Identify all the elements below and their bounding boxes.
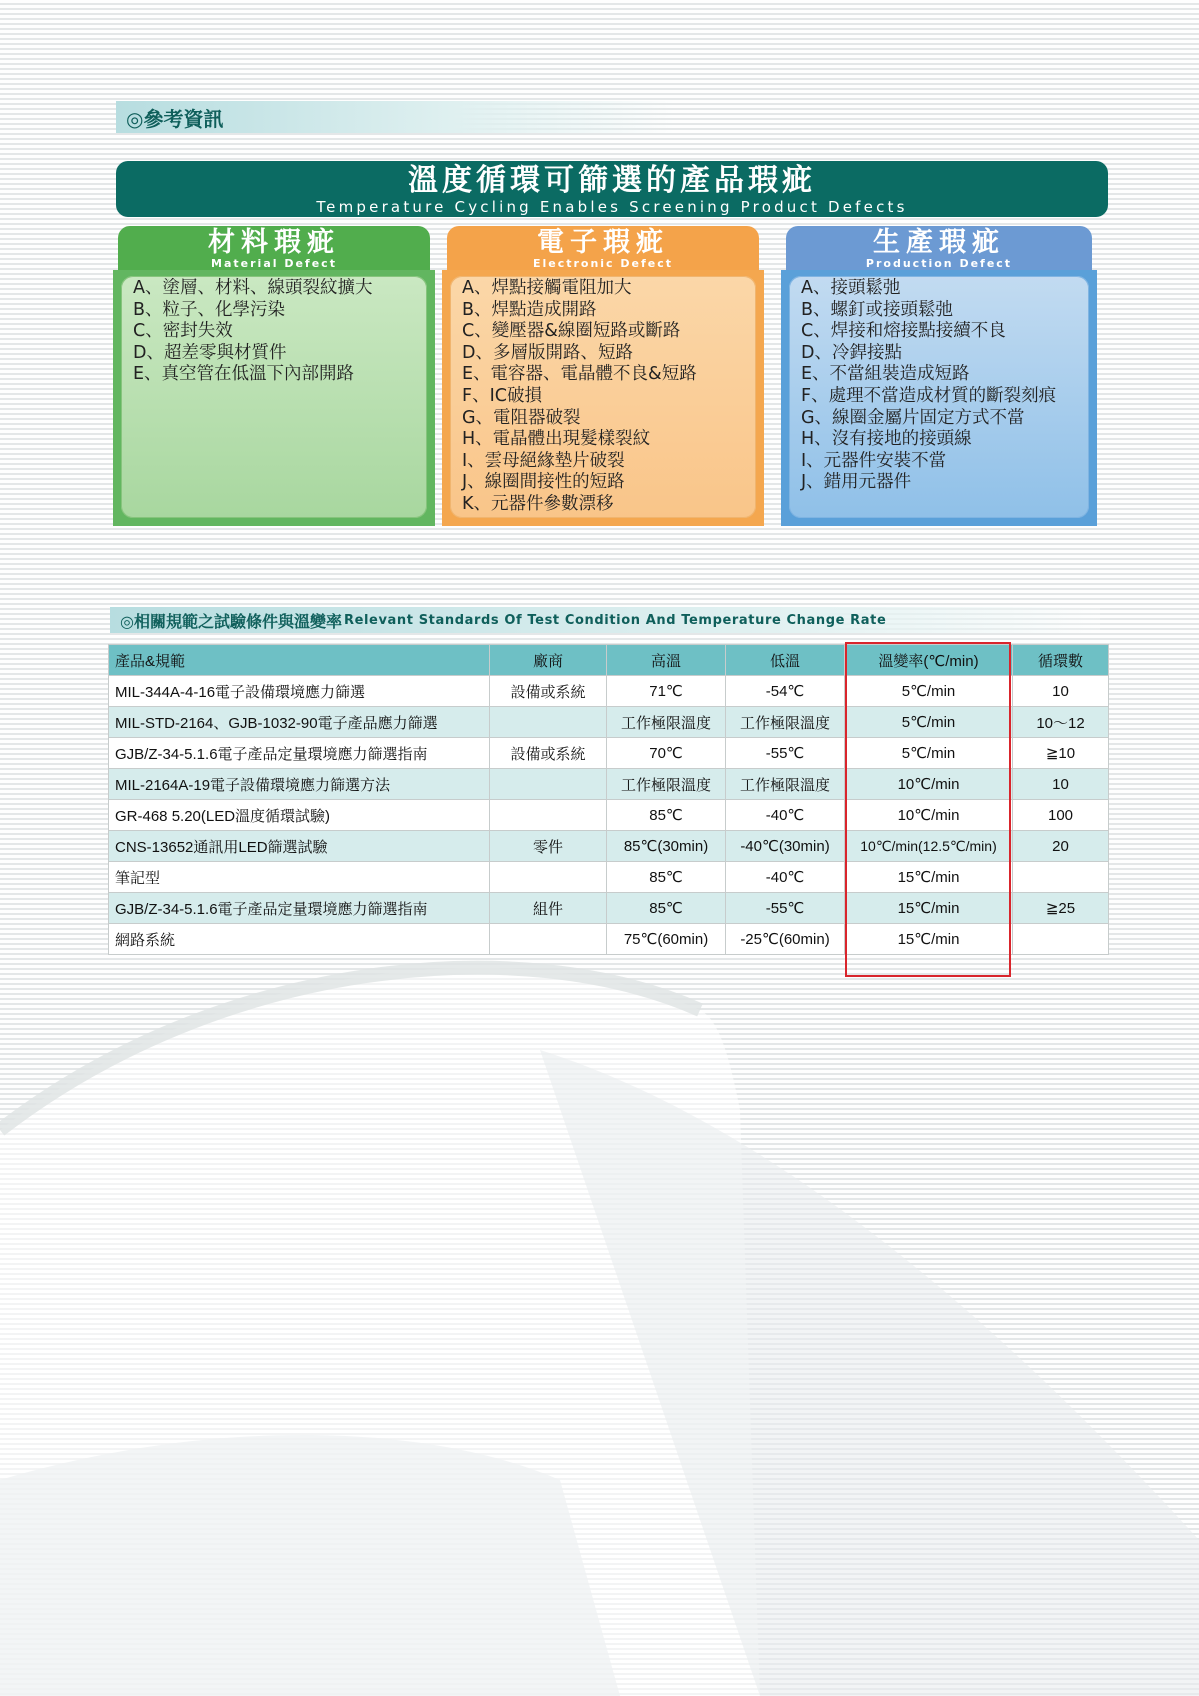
list-item: A、焊點接觸電阻加大: [462, 278, 632, 298]
list-item: A、接頭鬆弛: [801, 278, 901, 298]
material-defect-panel: [118, 226, 430, 526]
material-defect-body: [113, 270, 435, 526]
cell-cycles: 20: [1013, 831, 1109, 862]
cell-high-temp: 85℃: [607, 862, 726, 893]
cell-vendor: [490, 769, 607, 800]
cell-product: MIL-2164A-19電子設備環境應力篩選方法: [109, 769, 490, 800]
cell-low-temp: -54℃: [726, 676, 845, 707]
cell-high-temp: 71℃: [607, 676, 726, 707]
table-row: [109, 676, 1109, 707]
cell-low-temp: -25℃(60min): [726, 924, 845, 955]
cell-rate: 5℃/min: [845, 707, 1013, 738]
reference-section-header: [116, 101, 676, 133]
material-defect-list: [133, 278, 423, 386]
cell-low-temp: 工作極限溫度: [726, 769, 845, 800]
table-row: [109, 831, 1109, 862]
cell-cycles: [1013, 862, 1109, 893]
list-item: I、雲母絕緣墊片破裂: [462, 450, 625, 471]
list-item: C、密封失效: [133, 321, 233, 342]
cell-cycles: ≧25: [1013, 893, 1109, 924]
list-item: D、超差零與材質件: [133, 342, 287, 363]
defects-banner: [116, 161, 1108, 217]
standards-table: [108, 644, 1109, 955]
cell-cycles: 10: [1013, 769, 1109, 800]
production-defect-title: 生產瑕疵: [873, 227, 1005, 258]
cell-product: MIL-344A-4-16電子設備環境應力篩選: [109, 676, 490, 707]
production-defect-panel: [786, 226, 1092, 526]
cell-cycles: 100: [1013, 800, 1109, 831]
cell-high-temp: 85℃: [607, 893, 726, 924]
standards-section-title: ◎相關規範之試驗條件與溫變率: [120, 611, 342, 631]
list-item: J、線圈間接性的短路: [462, 472, 625, 493]
material-defect-header: [118, 226, 430, 270]
cell-rate: 10℃/min: [845, 800, 1013, 831]
table-row: [109, 862, 1109, 893]
cell-low-temp: -40℃: [726, 862, 845, 893]
cell-vendor: [490, 707, 607, 738]
cell-low-temp: 工作極限溫度: [726, 707, 845, 738]
cell-low-temp: -55℃: [726, 738, 845, 769]
column-header-high-temp: 高溫: [607, 645, 726, 676]
material-defect-title: 材料瑕疵: [208, 227, 340, 258]
list-item: B、焊點造成開路: [462, 299, 597, 320]
column-header-vendor: 廠商: [490, 645, 607, 676]
defects-subtitle: Temperature Cycling Enables Screening Product Defects: [316, 198, 908, 216]
standards-section-header: [110, 607, 1100, 633]
cell-cycles: 10: [1013, 676, 1109, 707]
table-header-row: [109, 645, 1109, 676]
list-item: G、電阻器破裂: [462, 407, 581, 428]
cell-vendor: 設備或系統: [490, 676, 607, 707]
list-item: E、真空管在低溫下內部開路: [133, 364, 355, 385]
cell-cycles: 10～12: [1013, 707, 1109, 738]
cell-high-temp: 工作極限溫度: [607, 769, 726, 800]
list-item: D、冷銲接點: [801, 342, 902, 363]
list-item: F、處理不當造成材質的斷裂刻痕: [801, 385, 1057, 406]
list-item: E、電容器、電晶體不良&短路: [462, 364, 697, 385]
cell-low-temp: -40℃(30min): [726, 831, 845, 862]
cell-product: CNS-13652通訊用LED篩選試驗: [109, 831, 490, 862]
cell-rate: 15℃/min: [845, 924, 1013, 955]
cell-cycles: [1013, 924, 1109, 955]
production-defect-list: [801, 278, 1085, 494]
cell-high-temp: 工作極限溫度: [607, 707, 726, 738]
electronic-defect-subtitle: Electronic Defect: [532, 257, 674, 270]
column-header-low-temp: 低溫: [726, 645, 845, 676]
cell-vendor: [490, 862, 607, 893]
cell-rate: 10℃/min(12.5℃/min): [845, 831, 1013, 862]
list-item: H、沒有接地的接頭線: [801, 429, 972, 450]
material-defect-subtitle: Material Defect: [211, 257, 337, 270]
list-item: I、元器件安裝不當: [801, 450, 947, 471]
cell-low-temp: -55℃: [726, 893, 845, 924]
cell-product: MIL-STD-2164、GJB-1032-90電子產品應力篩選: [109, 707, 490, 738]
cell-vendor: 組件: [490, 893, 607, 924]
list-item: G、線圈金屬片固定方式不當: [801, 407, 1025, 428]
column-header-cycles: 循環數: [1013, 645, 1109, 676]
table-row: [109, 924, 1109, 955]
electronic-defect-title: 電子瑕疵: [537, 227, 669, 258]
defects-title: 溫度循環可篩選的產品瑕疵: [408, 163, 816, 198]
production-defect-subtitle: Production Defect: [865, 257, 1013, 270]
list-item: J、錯用元器件: [801, 472, 912, 493]
cell-high-temp: 70℃: [607, 738, 726, 769]
electronic-defect-body: [442, 270, 764, 526]
cell-product: 網路系統: [109, 924, 490, 955]
cell-vendor: 設備或系統: [490, 738, 607, 769]
cell-vendor: [490, 800, 607, 831]
cell-rate: 15℃/min: [845, 893, 1013, 924]
cell-high-temp: 75℃(60min): [607, 924, 726, 955]
list-item: E、不當組裝造成短路: [801, 364, 970, 385]
list-item: B、粒子、化學污染: [133, 299, 286, 320]
list-item: A、塗層、材料、線頭裂紋擴大: [133, 278, 373, 298]
list-item: B、螺釘或接頭鬆弛: [801, 299, 954, 320]
cell-low-temp: -40℃: [726, 800, 845, 831]
cell-high-temp: 85℃: [607, 800, 726, 831]
table-row: [109, 800, 1109, 831]
cell-vendor: [490, 924, 607, 955]
production-defect-header: [786, 226, 1092, 270]
electronic-defect-list: [462, 278, 752, 516]
electronic-defect-header: [447, 226, 759, 270]
list-item: D、多層版開路、短路: [462, 342, 633, 363]
column-header-rate: 溫變率(℃/min): [845, 645, 1013, 676]
electronic-defect-panel: [447, 226, 759, 526]
table-row: [109, 769, 1109, 800]
cell-vendor: 零件: [490, 831, 607, 862]
reference-section-title: ◎參考資訊: [126, 106, 224, 131]
list-item: F、IC破損: [462, 385, 542, 406]
standards-section-subtitle: Relevant Standards Of Test Condition And Temperature Change Rate: [343, 612, 887, 628]
cell-rate: 5℃/min: [845, 738, 1013, 769]
cell-product: GJB/Z-34-5.1.6電子產品定量環境應力篩選指南: [109, 738, 490, 769]
list-item: C、焊接和熔接點接續不良: [801, 321, 1006, 342]
cell-rate: 15℃/min: [845, 862, 1013, 893]
production-defect-body: [781, 270, 1097, 526]
cell-product: GR-468 5.20(LED溫度循環試驗): [109, 800, 490, 831]
table-row: [109, 738, 1109, 769]
list-item: C、變壓器&線圈短路或斷路: [462, 321, 681, 342]
table-row: [109, 893, 1109, 924]
cell-rate: 10℃/min: [845, 769, 1013, 800]
cell-rate: 5℃/min: [845, 676, 1013, 707]
cell-high-temp: 85℃(30min): [607, 831, 726, 862]
list-item: H、電晶體出現髮樣裂紋: [462, 429, 651, 450]
cell-product: 筆記型: [109, 862, 490, 893]
table-row: [109, 707, 1109, 738]
column-header-product: 產品&規範: [109, 645, 490, 676]
cell-cycles: ≧10: [1013, 738, 1109, 769]
list-item: K、元器件參數漂移: [462, 493, 614, 514]
cell-product: GJB/Z-34-5.1.6電子產品定量環境應力篩選指南: [109, 893, 490, 924]
